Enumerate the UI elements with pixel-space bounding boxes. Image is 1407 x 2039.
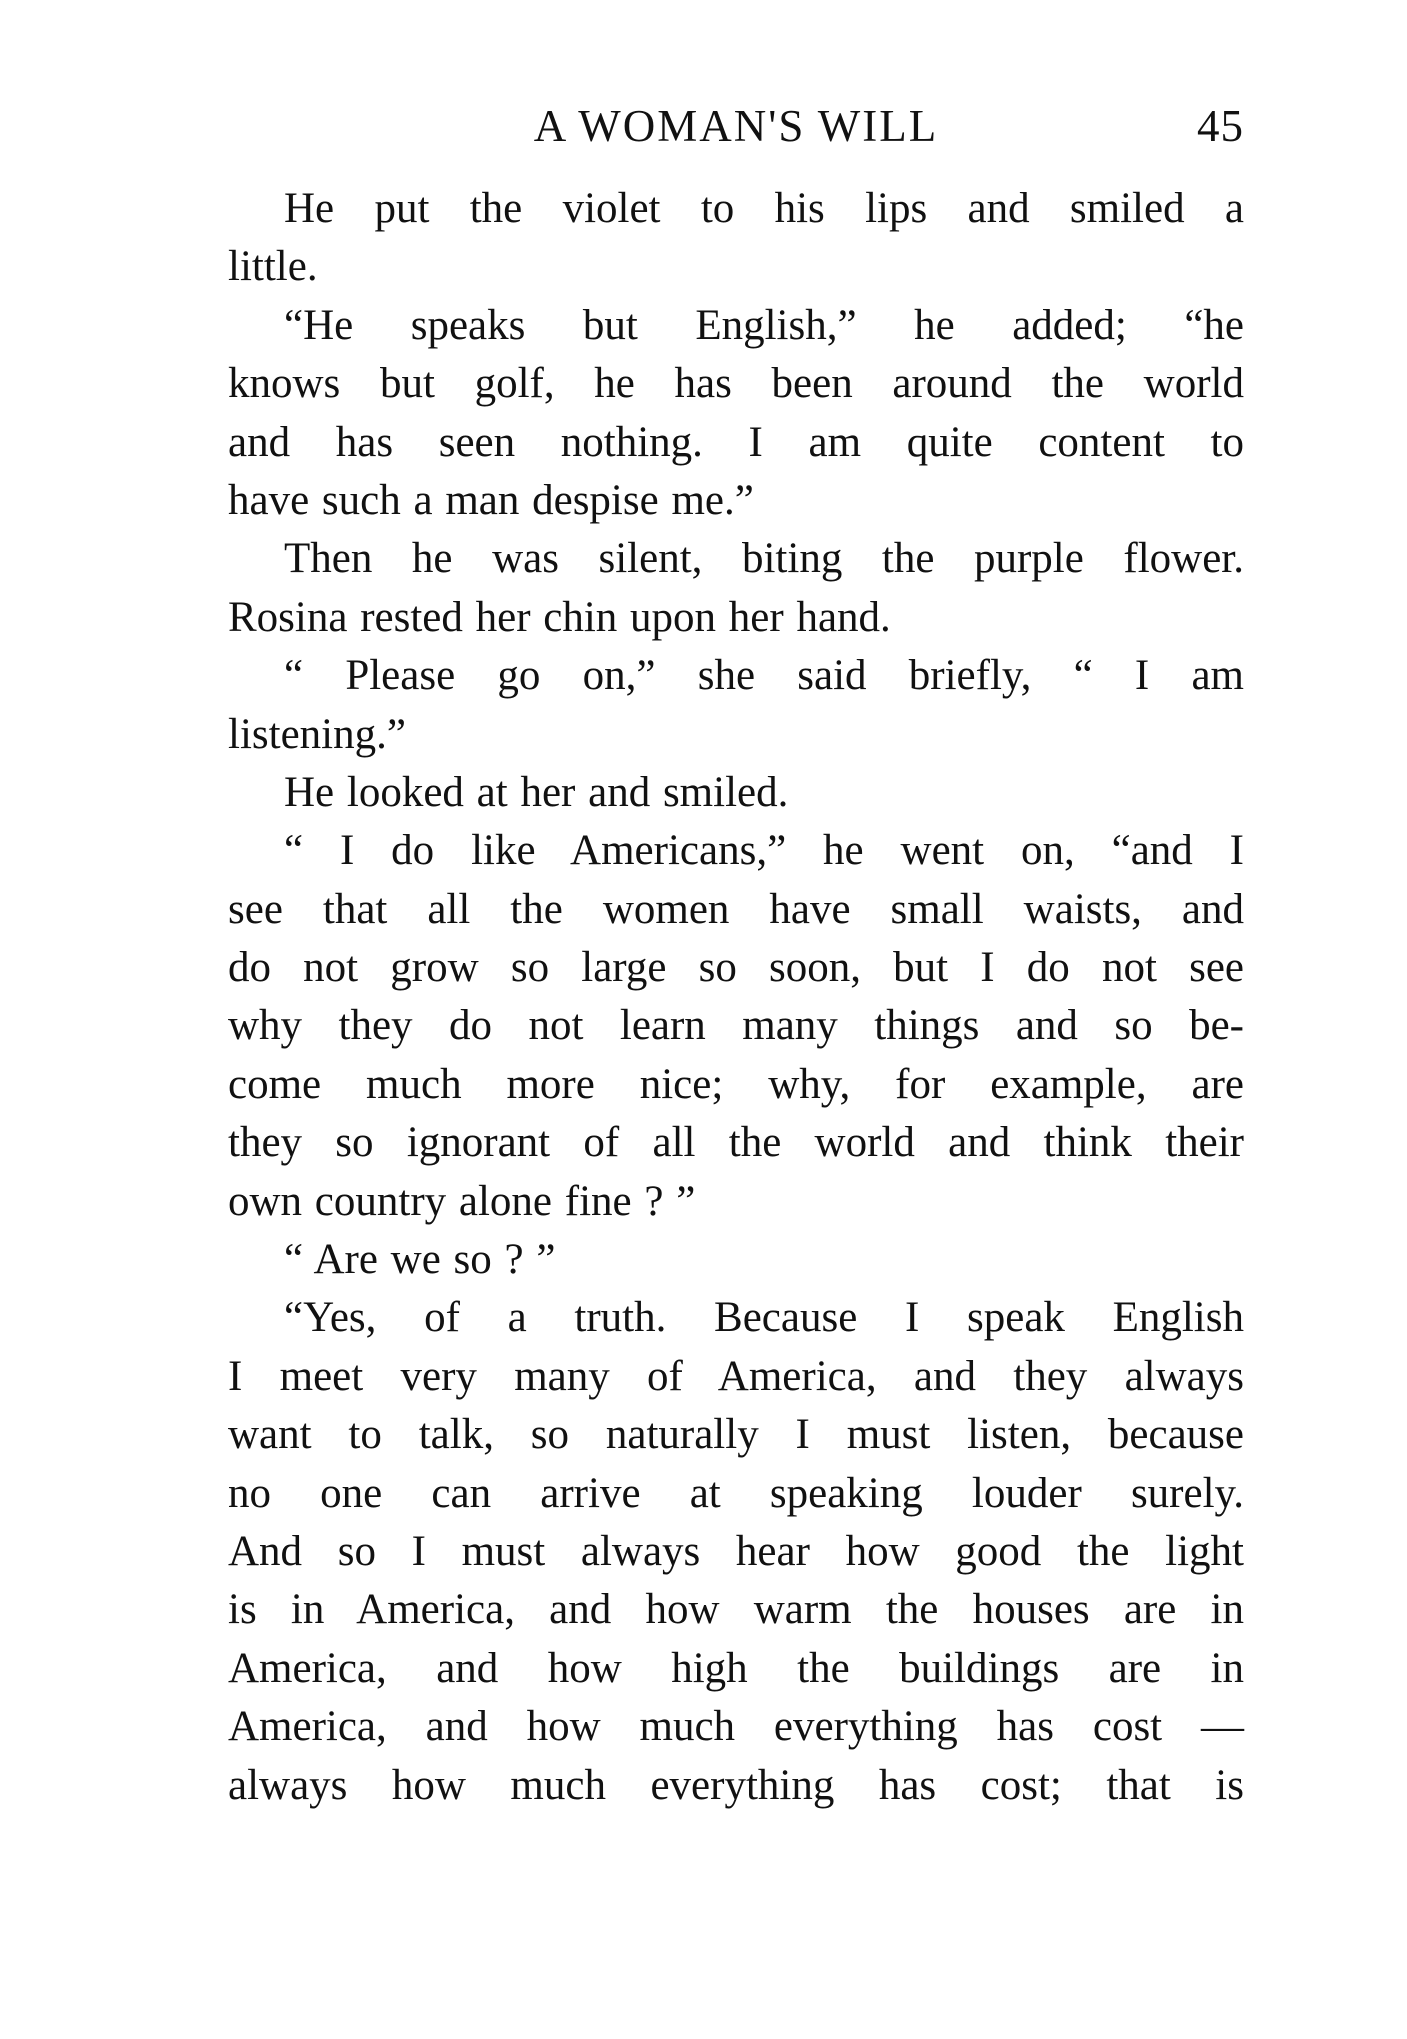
body-text — [228, 180, 1244, 1815]
text-line: I meet very many of America, and they always — [228, 1352, 1244, 1400]
text-line: come much more nice; why, for example, are — [228, 1060, 1244, 1108]
text-line: “ Are we so ? ” — [284, 1236, 556, 1284]
text-line: have such a man despise me.” — [228, 476, 754, 524]
text-line: listening.” — [228, 710, 406, 758]
text-line: is in America, and how warm the houses are in — [228, 1586, 1244, 1634]
text-line: America, and how much everything has cost — — [228, 1703, 1244, 1751]
text-line: Then he was silent, biting the purple flower. — [284, 535, 1244, 583]
text-line: “ I do like Americans,” he went on, “and I — [284, 827, 1244, 875]
text-line: He looked at her and smiled. — [284, 768, 789, 816]
text-line: “ Please go on,” she said briefly, “ I am — [284, 652, 1244, 700]
text-line: no one can arrive at speaking louder surely. — [228, 1469, 1244, 1517]
text-line: Rosina rested her chin upon her hand. — [228, 593, 891, 641]
text-line: do not grow so large so soon, but I do not see — [228, 944, 1244, 992]
text-line: want to talk, so naturally I must listen, because — [228, 1411, 1244, 1459]
text-line: see that all the women have small waists, and — [228, 885, 1244, 933]
text-line: and has seen nothing. I am quite content to — [228, 418, 1244, 466]
text-line: America, and how high the buildings are in — [228, 1644, 1244, 1692]
running-title: A WOMAN'S WILL — [533, 101, 939, 151]
text-line: “Yes, of a truth. Because I speak English — [284, 1294, 1244, 1342]
running-header — [228, 96, 1244, 156]
text-line: He put the violet to his lips and smiled a — [284, 185, 1244, 232]
text-line: why they do not learn many things and so be- — [228, 1002, 1244, 1050]
text-line: always how much everything has cost; that is — [228, 1761, 1244, 1809]
text-line: they so ignorant of all the world and think their — [228, 1119, 1244, 1167]
text-line: own country alone fine ? ” — [228, 1177, 696, 1225]
page-number: 45 — [1197, 101, 1244, 151]
text-line: little. — [228, 243, 318, 291]
text-line: “He speaks but English,” he added; “he — [284, 301, 1244, 349]
text-line: knows but golf, he has been around the world — [228, 360, 1244, 408]
text-line: And so I must always hear how good the light — [228, 1527, 1244, 1575]
